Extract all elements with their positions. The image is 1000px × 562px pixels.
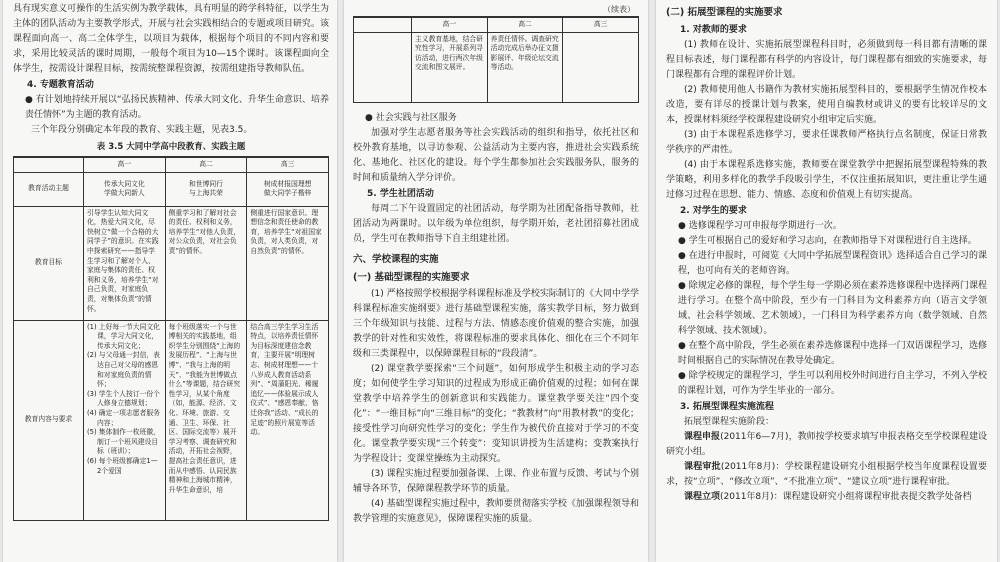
bullet-item: ● 在整个高中阶段，学生必须在素养选修课程中选择一门双语课程学习，选修时间根据自己的实际情况在教导处确定。 — [678, 341, 987, 366]
paragraph: (1) 严格按照学校根据学科课程标准及学校实际制订的《大同中学学科课程标准实施纲要》进行基础型课程实施，落实教学目标，努力做到三个年级知识与技能、过程与方法、情感态度价值观的整合实施，加强教学的针对性和实效性，将课程标准的要求具体化、细化在三个不同年级和三类课程中，以保障课程目标的“段段清”。 — [353, 288, 639, 359]
paragraph: (1) 教师在设计、实施拓展型课程科目时，必须做到每一科目都有清晰的课程目标表述，每门课程都有科学的内容设计，每门课程都有细致的实施要求，每门课程都有合理的课程评价计划。 — [666, 40, 987, 80]
paragraph: (2) 课堂教学要探索“三个问题”，如何形成学生积极主动的学习态度；如何使学生学习知识的过程成为形成正确价值观的过程；如何在课堂教学中培养学生的创新意识和实践能力。课堂教学要关注“四个变化”：“一维目标”向“三维目标”的变化；“教教材”向“用教材教”的变化；接受性学习向研究性学习的变化；学生作为被代价直接对于学习的不变化。课堂教学要实现“三个转变”：变知识讲授为生活建构；变教案执行为学程设计；变课堂操练为主动探究。 — [353, 363, 639, 464]
table-cell: 侧重进行国家意识、理想信念和责任使命的教育，培养学生“对祖国家负责，对人类负责，对自然负责”的情怀。 — [247, 206, 329, 320]
column-header: 高三 — [563, 17, 639, 32]
table-cell: 引导学生认知大同文化，热爱大同文化，尽快树立“做一个合格的大同学子”的意识。在实践中探索研究——指导学生学习和了解对个人、家庭与集体的责任、权利和义务，培养学生“对自己负责，对家庭负责，对集体负责”的情怀。 — [84, 206, 166, 320]
bullet-item: ● 社会实践与社区服务 — [365, 112, 457, 123]
bold-label: 课程立项 — [684, 492, 721, 502]
bullet-item: ● 除规定必修的课程，每个学生每一学期必须在素养选修课程中选择两门课程进行学习。在整个高中阶段，至少有一门科目为文科素养方向（语言文学领域、社会科学领域、艺术领域），一门科目为科学素养方向（数学领域、自然科学领域、技术领域）。 — [678, 281, 987, 336]
table-cell: 侧重学习和了解对社会的责任、权利和义务，培养学生“对他人负责，对公众负责，对社会负责”的情怀。 — [165, 206, 247, 320]
paragraph: (3) 课程实施过程要加强备课、上课、作业布置与反馈、考试与个别辅导各环节，保障课程教学环节的质量。 — [353, 468, 639, 494]
table-corner-cell — [354, 17, 412, 32]
column-header: 高一 — [412, 17, 488, 32]
paragraph: 加强对学生志愿者服务等社会实践活动的组织和指导，依托社区和校外教育基地，以寻访参观、公益活动为主要内容，推进社会实践系统化、基地化、社区化的建设。每个学生都参加社会实践服务队，服务的时间和质量纳入学分评价。 — [353, 127, 639, 183]
paragraph: (2) 教师使用他人书籍作为教材实施拓展型科目的，要根据学生情况作校本改造，要有详尽的授课计划与教案，使用自编教材或讲义的要有比较详尽的文本，授课材料须经学校课程建设研究小组审定后实施。 — [666, 85, 987, 125]
list-item: (5) 集体制作一枚班徽，制订一个班风建设目标（班训）； — [87, 428, 160, 456]
paragraph: 三个年段分别确定本年段的教育、实践主题，见表3.5。 — [31, 125, 253, 135]
table-cell: 传承大同文化 学做大同新人 — [84, 172, 166, 206]
subsection-heading: (一) 基础型课程的实施要求 — [353, 271, 470, 283]
list-item: (6) 每个班级都确定1—2个爱国 — [87, 456, 158, 475]
table-cell: 养责任情怀。调查研究活动完成后举办征文摄影展评、年级论坛交流等活动。 — [487, 32, 563, 102]
continued-label: （续表） — [603, 5, 635, 14]
bullet-item: ● 除学校规定的课程学习，学生可以利用校外时间进行自主学习，不列入学校的课程计划，可作为学生毕业的一部分。 — [678, 371, 987, 396]
bold-label: 课程申报 — [684, 432, 721, 442]
row-header: 教育活动主题 — [14, 172, 84, 206]
table-cell: 每个班级落实一个与世博相关的实践基地，组织学生分别围绕“上海的发展历程”、“上海与世博”、“我与上海的明天”、“我能为世博做点什么”等课题，结合研究性学习，从某个角度（如，能源、经济、文化、环境、旅游、交通、卫生、环保、社区、国际交流等）展开学习考察、调查研究和活动，开拓社会视野，提高社会责任意识，进而从中感悟、认同民族精神和上海城市精神，升华生命意识，培 — [165, 320, 247, 520]
paragraph: 具有现实意义可操作的生活实例为教学载体，具有明显的跨学科特征，以学生为主体的团队活动为主要教学形式，开展与社会实践相结合的专题或项目研究。该课程面向高一、高二全体学生，以项目为载体，根据每个项目的不同内容和要求，采用比较灵活的课时周期，一般每个项目为10—15个课时。该课程面向全体学生，按需设计课程目标，按需统整课程资源，按需组建指导教师队伍。 — [13, 4, 329, 74]
list-item: (1) 上好每一节大同文化课，学习大同文化，传承大同文化； — [87, 322, 160, 350]
paragraph: (4) 基础型课程实施过程中，教师要贯彻落实学校《加强课程领导和教学管理的实施意见》，保障课程实施的质量。 — [353, 498, 639, 524]
column-header: 高二 — [165, 157, 247, 172]
subsection-heading: (二) 拓展型课程的实施要求 — [666, 7, 783, 18]
bold-label: 课程审批 — [684, 462, 721, 472]
table-cell: 结合高三学生学习生活特点，以培养责任情怀为目标深度建信念教育，主要开展“明理树志、树成材理想——十八岁成人教育活动系列”、“周蒲阳光、稀履追忆——体验展示成人仪式”、“感恩奉献、恪迁你我”活动、“成长的足迹”的照片展览等活动。 — [247, 320, 329, 520]
paragraph: 每周二下午设置固定的社团活动，每学期为社团配备指导教师，社团活动为两课时。以年级为单位组织，每学期开始，老社团招募社团成员，学生可在教师指导下自主组建社团。 — [353, 203, 639, 244]
table-cell: 和世博同行 与上海共荣 — [165, 172, 247, 206]
bullet-item: ● 有计划地持续开展以“弘扬民族精神、传承大同文化、升华生命意识、培养责任情怀”为主题的教育活动。 — [25, 95, 329, 120]
paragraph: 课程申报(2011年6—7月)，教师按学校要求填写申报表格交至学校课程建设研究小组。 — [666, 432, 987, 457]
page-middle — [344, 0, 648, 562]
bullet-item: ● 学生可根据自己的爱好和学习志向，在教师指导下对课程进行自主选择。 — [678, 236, 977, 246]
list-item: (2) 与父母通一封信，表达自己对父母的感恩和对家庭负责的情怀； — [87, 351, 160, 389]
list-item: (3) 学生个人按订一份个人修身立德规划； — [87, 389, 160, 408]
column-header: 高三 — [247, 157, 329, 172]
table-cell — [84, 320, 166, 520]
section-heading: 3. 拓展型课程实施流程 — [680, 402, 774, 412]
paragraph: 课程审批(2011年8月)：学校课程建设研究小组根据学校当年度课程设置要求，按“立项”、“修改立项”、“不批准立项”、“建议立项”进行课程审批。 — [666, 462, 987, 487]
paragraph: (4) 由于本课程系选修实施，教师要在课堂教学中把握拓展型课程特殊的教学策略，利用多样化的教学手段吸引学生，不仅注重拓展知识，更注重让学生通过修习过程在思想、能力、情感、态度和价值观上有切实提高。 — [666, 160, 987, 200]
paragraph: (3) 由于本课程系选修学习，要求任课教师严格执行点名制度，保证日常教学秩序的严肃性。 — [666, 130, 987, 155]
page-right — [656, 0, 997, 562]
page-left — [3, 0, 337, 562]
paragraph: 课程立项(2011年8月)：课程建设研究小组将课程审批表提交教学处备档 — [684, 492, 972, 502]
section-heading: 4. 专题教育活动 — [27, 80, 94, 90]
row-header: 教育目标 — [14, 206, 84, 320]
bullet-item: ● 选修课程学习可申报每学期进行一次。 — [678, 221, 842, 231]
table-caption: 表 3.5 大同中学高中段教育、实践主题 — [96, 142, 246, 152]
table-cell — [354, 32, 412, 102]
list-item: (4) 确定一项志愿者服务内容； — [87, 408, 160, 427]
table-cell: 树成材报国理想 做大同学子楷梓 — [247, 172, 329, 206]
table-corner-cell — [14, 157, 84, 172]
paragraph: 拓展型课程实施阶段： — [684, 417, 775, 427]
section-heading: 2. 对学生的要求 — [680, 206, 747, 216]
section-heading: 1. 对教师的要求 — [680, 25, 747, 35]
row-header: 教育内容与要求 — [14, 320, 84, 520]
theme-table-continued — [353, 16, 639, 103]
column-header: 高一 — [84, 157, 166, 172]
section-heading: 5. 学生社团活动 — [367, 188, 434, 199]
table-cell — [563, 32, 639, 102]
table-cell: 主义教育基地，结合研究性学习，开展系列寻访活动，进行两次年级交流和图文展评。 — [412, 32, 488, 102]
column-header: 高二 — [487, 17, 563, 32]
chapter-heading: 六、学校课程的实施 — [353, 253, 439, 265]
bullet-item: ● 在进行申报时，可阅览《大同中学拓展型课程资讯》选择适合自己学习的课程，也可向有关的老师咨询。 — [678, 251, 987, 276]
theme-table — [13, 156, 329, 521]
